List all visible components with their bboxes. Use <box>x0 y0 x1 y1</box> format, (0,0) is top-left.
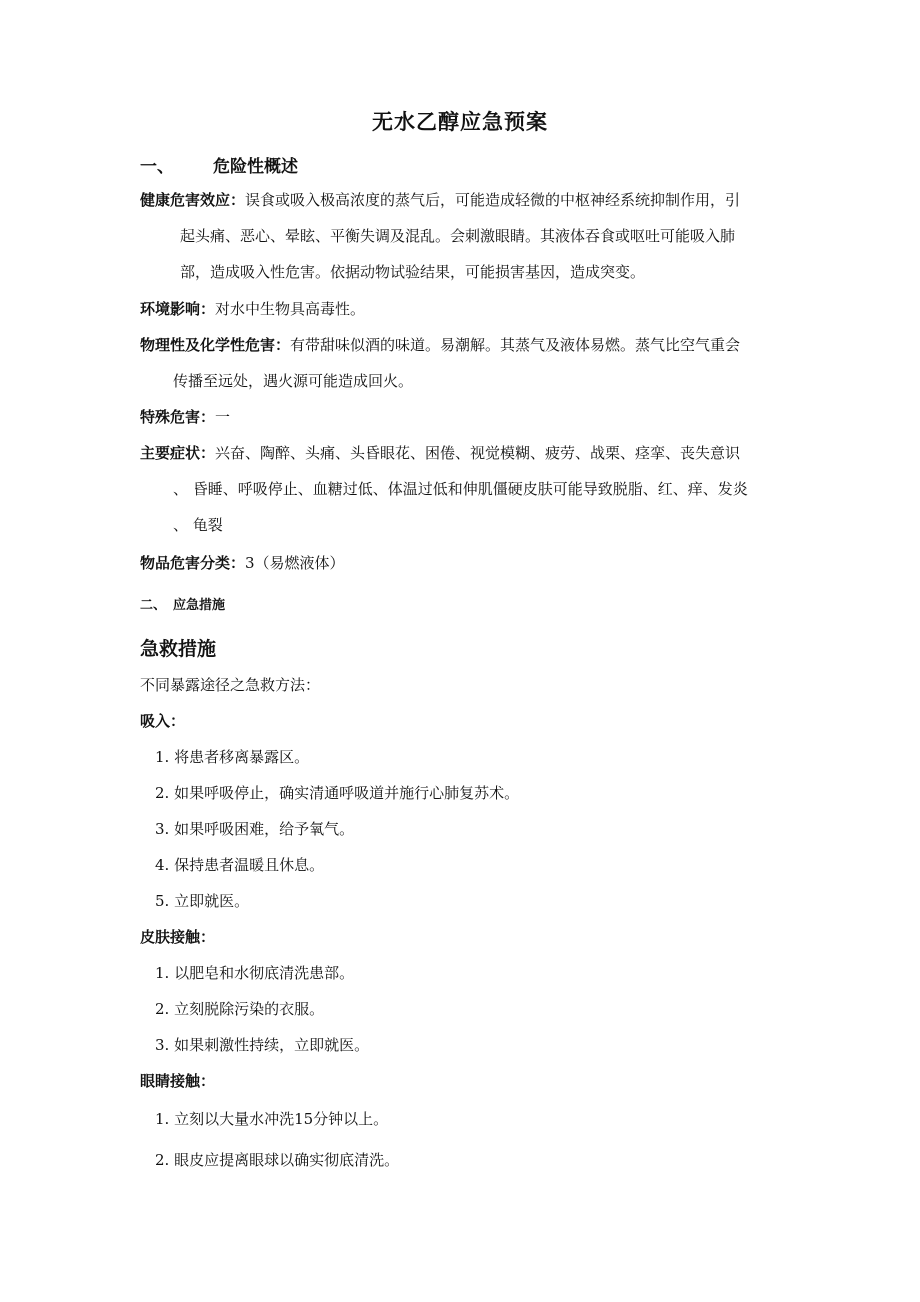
inhalation-item: 3. 如果呼吸困难，给予氧气。 <box>155 820 355 838</box>
symptoms-text-1: 兴奋、陶醉、头痛、头昏眼花、困倦、视觉模糊、疲劳、战栗、痉挛、丧失意识 <box>215 444 741 462</box>
health-hazard-text-1: 误食或吸入极高浓度的蒸气后，可能造成轻微的中枢神经系统抑制作用，引 <box>245 191 741 209</box>
health-hazard-label: 健康危害效应： <box>140 191 246 209</box>
eye-contact-label-text: 眼睛接触： <box>140 1072 216 1090</box>
special-hazard-text: 一 <box>215 408 231 426</box>
eye-contact-label <box>140 1070 215 1091</box>
physical-hazard-label: 物理性及化学性危害： <box>140 336 291 354</box>
symptoms-paragraph <box>140 435 810 543</box>
inhalation-item: 5. 立即就医。 <box>155 892 250 910</box>
inhalation-item: 2. 如果呼吸停止，确实清通呼吸道并施行心肺复苏术。 <box>155 784 520 802</box>
section-1-heading <box>140 152 298 177</box>
section-2-number: 二、 <box>140 598 167 613</box>
first-aid-heading: 急救措施 <box>140 638 217 660</box>
skin-contact-label <box>140 926 215 947</box>
classification-paragraph <box>140 545 810 581</box>
symptoms-label: 主要症状： <box>140 444 216 462</box>
special-hazard-label: 特殊危害： <box>140 408 216 426</box>
physical-hazard-text-1: 有带甜味似酒的味道。易潮解。其蒸气及液体易燃。蒸气比空气重会 <box>290 336 741 354</box>
classification-label: 物品危害分类： <box>140 554 246 572</box>
inhalation-label <box>140 710 185 731</box>
classification-text: 3（易燃液体） <box>245 554 345 572</box>
health-hazard-text-3: 部，造成吸入性危害。依据动物试验结果，可能损害基因，造成突变。 <box>180 263 646 281</box>
skin-contact-item: 3. 如果刺激性持续，立即就医。 <box>155 1036 370 1054</box>
first-aid-intro: 不同暴露途径之急救方法： <box>140 676 321 694</box>
inhalation-item: 4. 保持患者温暖且休息。 <box>155 856 325 874</box>
section-1-title: 危险性概述 <box>213 157 298 177</box>
health-hazard-paragraph <box>140 182 810 290</box>
inhalation-item: 1. 将患者移离暴露区。 <box>155 748 310 766</box>
environment-label: 环境影响： <box>140 300 216 318</box>
environment-paragraph <box>140 291 810 327</box>
inhalation-label-text: 吸入： <box>140 712 186 730</box>
section-2-title: 应急措施 <box>173 598 226 613</box>
special-hazard-paragraph <box>140 399 810 435</box>
physical-hazard-text-2: 传播至远处，遇火源可能造成回火。 <box>173 372 414 390</box>
health-hazard-text-2: 起头痛、恶心、晕眩、平衡失调及混乱。会刺激眼睛。其液体吞食或呕吐可能吸入肺 <box>180 227 736 245</box>
physical-hazard-paragraph <box>140 327 810 399</box>
skin-contact-label-text: 皮肤接触： <box>140 928 216 946</box>
section-2-heading <box>140 594 225 613</box>
document-title: 无水乙醇应急预案 <box>372 109 548 134</box>
eye-contact-item: 2. 眼皮应提离眼球以确实彻底清洗。 <box>155 1151 400 1169</box>
skin-contact-item: 1. 以肥皂和水彻底清洗患部。 <box>155 964 355 982</box>
environment-text: 对水中生物具高毒性。 <box>215 300 366 318</box>
skin-contact-item: 2. 立刻脱除污染的衣服。 <box>155 1000 325 1018</box>
symptoms-text-3: 、 龟裂 <box>173 516 223 534</box>
eye-contact-item: 1. 立刻以大量水冲洗15分钟以上。 <box>155 1110 389 1128</box>
symptoms-text-2: 、 昏睡、呼吸停止、血糖过低、体温过低和伸肌僵硬皮肤可能导致脱脂、红、痒、发炎 <box>173 480 748 498</box>
section-1-number: 一、 <box>140 157 174 177</box>
